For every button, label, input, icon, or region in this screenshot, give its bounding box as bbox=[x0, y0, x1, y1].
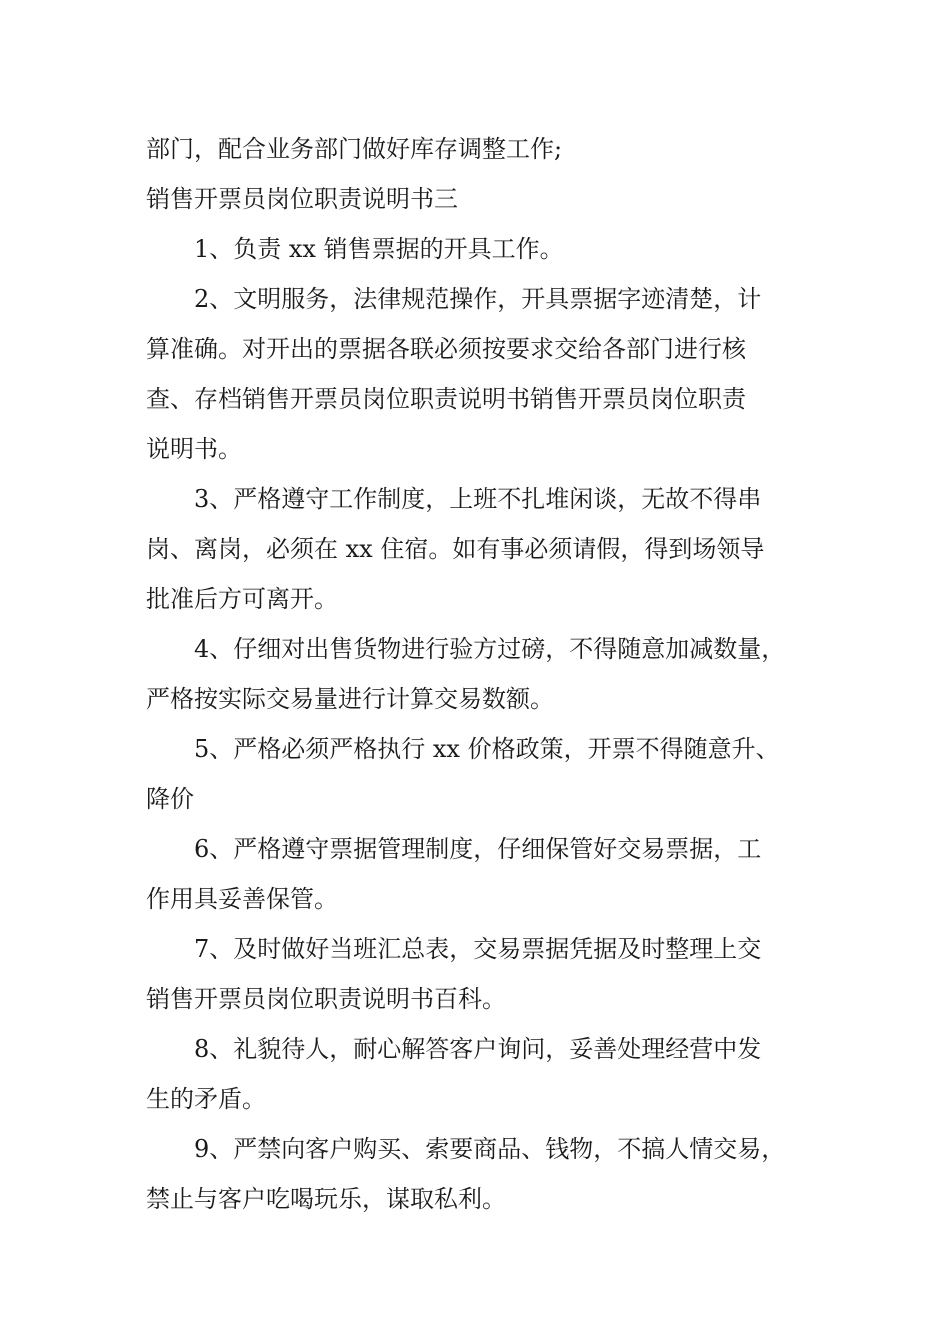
list-item-3: 3、严格遵守工作制度，上班不扎堆闲谈，无故不得串 bbox=[194, 485, 762, 513]
list-item-4: 4、仔细对出售货物进行验方过磅，不得随意加减数量， bbox=[194, 635, 786, 663]
text-line: 严格按实际交易量进行计算交易数额。 bbox=[146, 685, 554, 713]
list-item-5: 5、严格必须严格执行 xx 价格政策，开票不得随意升、 bbox=[194, 735, 780, 763]
list-item-7: 7、及时做好当班汇总表，交易票据凭据及时整理上交 bbox=[194, 935, 762, 963]
list-item-2: 2、文明服务，法律规范操作，开具票据字迹清楚，计 bbox=[194, 285, 762, 313]
document-body bbox=[146, 124, 810, 1224]
section-heading: 销售开票员岗位职责说明书三 bbox=[146, 185, 458, 213]
text-line: 生的矛盾。 bbox=[146, 1085, 266, 1113]
text-line: 作用具妥善保管。 bbox=[146, 885, 338, 913]
list-item-1: 1、负责 xx 销售票据的开具工作。 bbox=[194, 235, 564, 263]
text-line: 批准后方可离开。 bbox=[146, 585, 338, 613]
list-item-9: 9、严禁向客户购买、索要商品、钱物，不搞人情交易， bbox=[194, 1135, 786, 1163]
list-item-8: 8、礼貌待人，耐心解答客户询问，妥善处理经营中发 bbox=[194, 1035, 762, 1063]
text-line: 禁止与客户吃喝玩乐，谋取私利。 bbox=[146, 1185, 506, 1213]
text-line: 岗、离岗，必须在 xx 住宿。如有事必须请假，得到场领导 bbox=[146, 535, 765, 563]
text-line: 销售开票员岗位职责说明书百科。 bbox=[146, 985, 506, 1013]
text-line: 说明书。 bbox=[146, 435, 242, 463]
text-line: 查、存档销售开票员岗位职责说明书销售开票员岗位职责 bbox=[146, 385, 746, 413]
list-item-6: 6、严格遵守票据管理制度，仔细保管好交易票据，工 bbox=[194, 835, 762, 863]
text-line: 算准确。对开出的票据各联必须按要求交给各部门进行核 bbox=[146, 335, 746, 363]
text-line: 降价 bbox=[146, 785, 194, 813]
text-line: 部门，配合业务部门做好库存调整工作; bbox=[146, 135, 563, 163]
